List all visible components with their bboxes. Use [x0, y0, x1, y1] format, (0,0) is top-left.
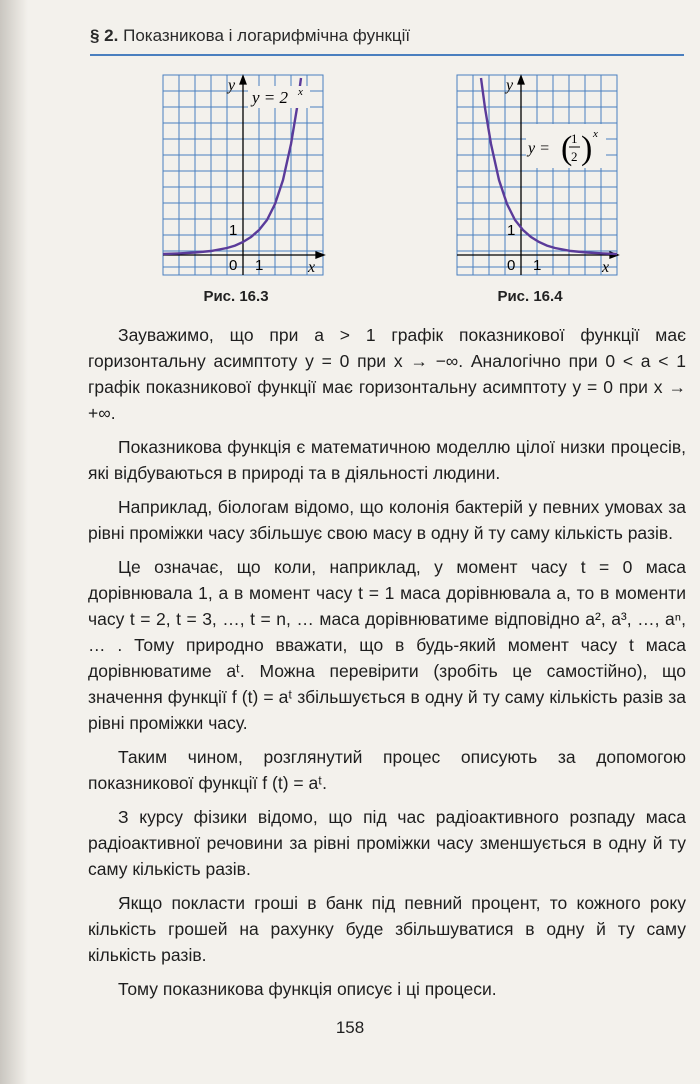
figure-exp-growth [162, 74, 327, 279]
x-one-label: 1 [255, 257, 264, 274]
paragraph: Показникова функція є математичною моделлю цілої низки процесів, які відбуваються в природі та в діяльності людини. [88, 437, 686, 483]
page-spine-shadow [0, 0, 28, 1084]
page-number: 158 [335, 1018, 365, 1037]
figure-exp-decay [456, 74, 621, 279]
caption-fig-16-4: Рис. 16.4 [497, 288, 563, 305]
paragraph: Таким чином, розглянутий процес описують за допомогою показникової функції f (t) = aᵗ. [88, 747, 686, 793]
x-one-label: 1 [533, 257, 542, 274]
formula-exponent: x [593, 128, 598, 140]
page-header [90, 26, 684, 58]
x-axis-label: x [308, 259, 316, 276]
header-rule [90, 54, 684, 56]
origin-label: 0 [229, 257, 238, 274]
y-axis-label: y [506, 77, 514, 94]
origin-label: 0 [507, 257, 516, 274]
formula-exponent: x [298, 86, 303, 98]
graph-2-pow-x [162, 74, 327, 279]
section-title: Показникова і логарифмічна функції [123, 26, 411, 45]
y-axis-label: y [228, 77, 236, 94]
y-one-label: 1 [507, 222, 516, 239]
paragraph: З курсу фізики відомо, що під час радіоактивного розпаду маса радіоактивної речовини за рівні проміжки часу зменшується в одну й ту саму кількість разів. [88, 807, 686, 879]
body-text [88, 322, 686, 1010]
paragraph: Наприклад, біологам відомо, що колонія бактерій у певних умовах за рівні проміжки часу збільшує свою масу в одну й ту саму кількість разів. [88, 497, 686, 543]
caption-fig-16-3: Рис. 16.3 [203, 288, 269, 305]
x-axis-label: x [602, 259, 610, 276]
section-number: § 2. [90, 26, 119, 45]
paragraph: Це означає, що коли, наприклад, у момент часу t = 0 маса дорівнювала 1, а в момент часу t = 1 маса дорівнювала a, то в моменти часу t = 2, t = 3, …, t = n, … маса дорівнюватиме відповідно a², a³, …, aⁿ, … . Тому природно вважати, що в будь-який момент часу t маса дорівнюватиме aᵗ. Можна перевірити (зробіть це самостійно), що значення функції f (t) = aᵗ збільшується в одну й ту саму кількість разів за рівні проміжки часу. [88, 557, 686, 733]
paragraph: Зауважимо, що при a > 1 графік показникової функції має горизонтальну асимптоту y = 0 при x → −∞. Аналогічно при 0 < a < 1 графік показникової функції має горизонтальну асимптоту y = 0 при x → +∞. [88, 325, 686, 423]
graph-half-pow-x [456, 74, 621, 279]
formula-label: y = 2 [252, 88, 289, 107]
paren-left: ( [561, 130, 573, 167]
paragraph: Тому показникова функція описує і ці процеси. [118, 979, 497, 999]
paragraph: Якщо покласти гроші в банк під певний процент, то кожного року кількість грошей на рахунку буде збільшуватися в одну й ту саму кількість разів. [88, 893, 686, 965]
frac-numerator: 1 [571, 131, 578, 146]
paren-right: ) [581, 130, 593, 167]
formula-prefix: y = [528, 140, 550, 157]
grid [457, 75, 617, 275]
frac-denominator: 2 [571, 149, 578, 164]
y-one-label: 1 [229, 222, 238, 239]
